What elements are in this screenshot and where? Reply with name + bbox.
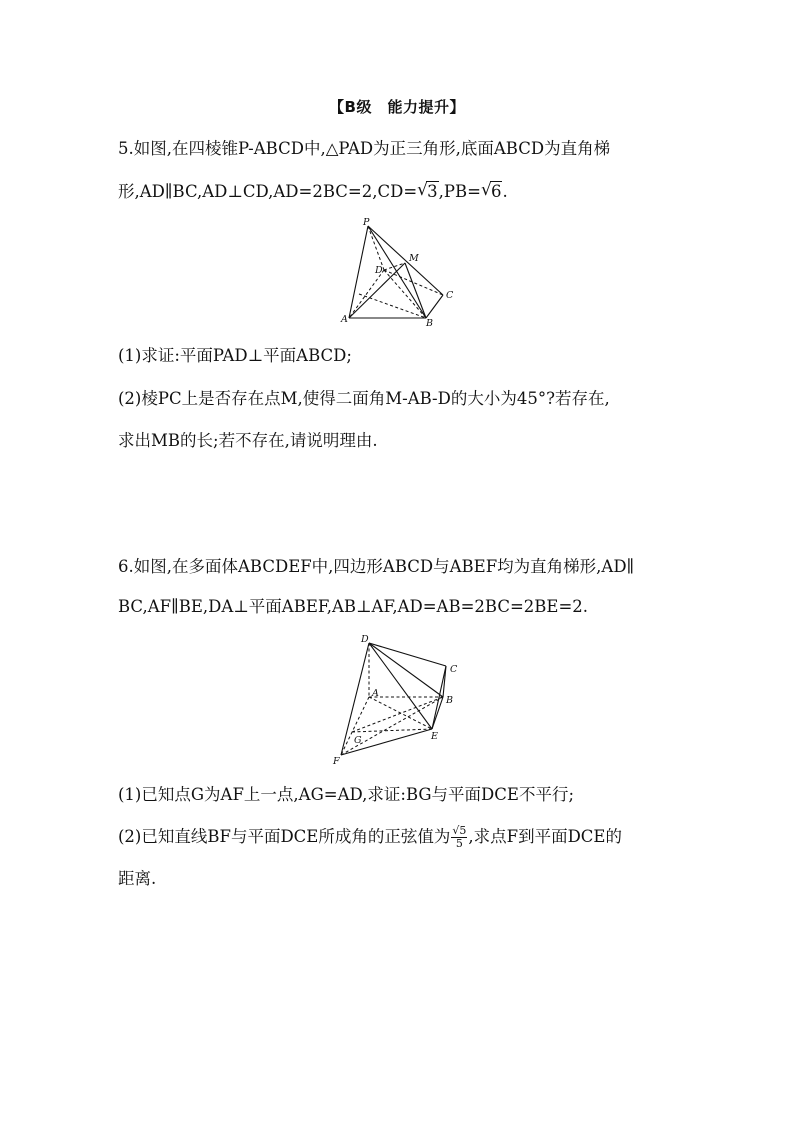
q5-line2-middle: ,PB=: [438, 182, 481, 201]
q6-part1: (1)已知点G为AF上一点,AG=AD,求证:BG与平面DCE不平行;: [118, 785, 575, 804]
q5-part2-line2: 求出MB的长;若不存在,请说明理由.: [118, 431, 378, 450]
q5-line2-before: 形,AD∥BC,AD⊥CD,AD=2BC=2,CD=: [118, 182, 418, 201]
q6-line2: BC,AF∥BE,DA⊥平面ABEF,AB⊥AF,AD=AB=2BC=2BE=2.: [118, 597, 589, 616]
q5-pb-sqrt: √ 6: [480, 180, 502, 201]
label-B: B: [446, 695, 453, 706]
label-D: D: [361, 634, 369, 645]
q6-part2-after: ,求点F到平面DCE的: [468, 827, 622, 846]
label-B: B: [426, 318, 433, 329]
edge-DC: [369, 643, 446, 666]
label-F: F: [333, 756, 340, 767]
label-M: M: [409, 253, 419, 264]
q6-line1: 6.如图,在多面体ABCDEF中,四边形ABCD与ABEF均为直角梯形,AD∥: [118, 557, 635, 576]
hidden-AE: [369, 697, 432, 729]
edge-DE: [369, 643, 432, 729]
label-P: P: [363, 217, 370, 228]
q6-part2-before: (2)已知直线BF与平面DCE所成角的正弦值为: [118, 827, 451, 846]
edge-DB: [369, 643, 443, 697]
q5-line1: 5.如图,在四棱锥P-ABCD中,△PAD为正三角形,底面ABCD为直角梯: [118, 139, 611, 158]
label-C: C: [446, 290, 454, 301]
label-D: D: [375, 265, 383, 276]
label-A: A: [372, 688, 379, 699]
label-E: E: [431, 731, 438, 742]
q6-frac-den: 5: [455, 837, 463, 850]
edge-CE: [432, 666, 446, 729]
hidden-GE: [352, 729, 432, 732]
hidden-FB: [341, 697, 443, 755]
label-G: G: [354, 735, 362, 746]
label-C: C: [450, 664, 458, 675]
q6-part2-line1: [118, 825, 622, 850]
q5-part1: (1)求证:平面PAD⊥平面ABCD;: [118, 346, 352, 365]
q5-cd-sqrt: √ 3: [417, 180, 438, 201]
q5-line2-after: .: [502, 182, 508, 201]
label-A: A: [341, 314, 348, 325]
q6-frac-num: √5: [452, 824, 467, 837]
q5-part2-line1: (2)棱PC上是否存在点M,使得二面角M-AB-D的大小为45°?若存在,: [118, 389, 610, 408]
q6-fraction: [451, 825, 467, 850]
q5-cd-value: 3: [427, 182, 438, 201]
hidden-GB: [352, 697, 443, 732]
hidden-AF: [341, 697, 369, 755]
q5-pb-value: 6: [490, 182, 502, 201]
q6-part2-line2: 距离.: [118, 869, 157, 888]
section-title: 【B级 能力提升】: [329, 98, 465, 116]
